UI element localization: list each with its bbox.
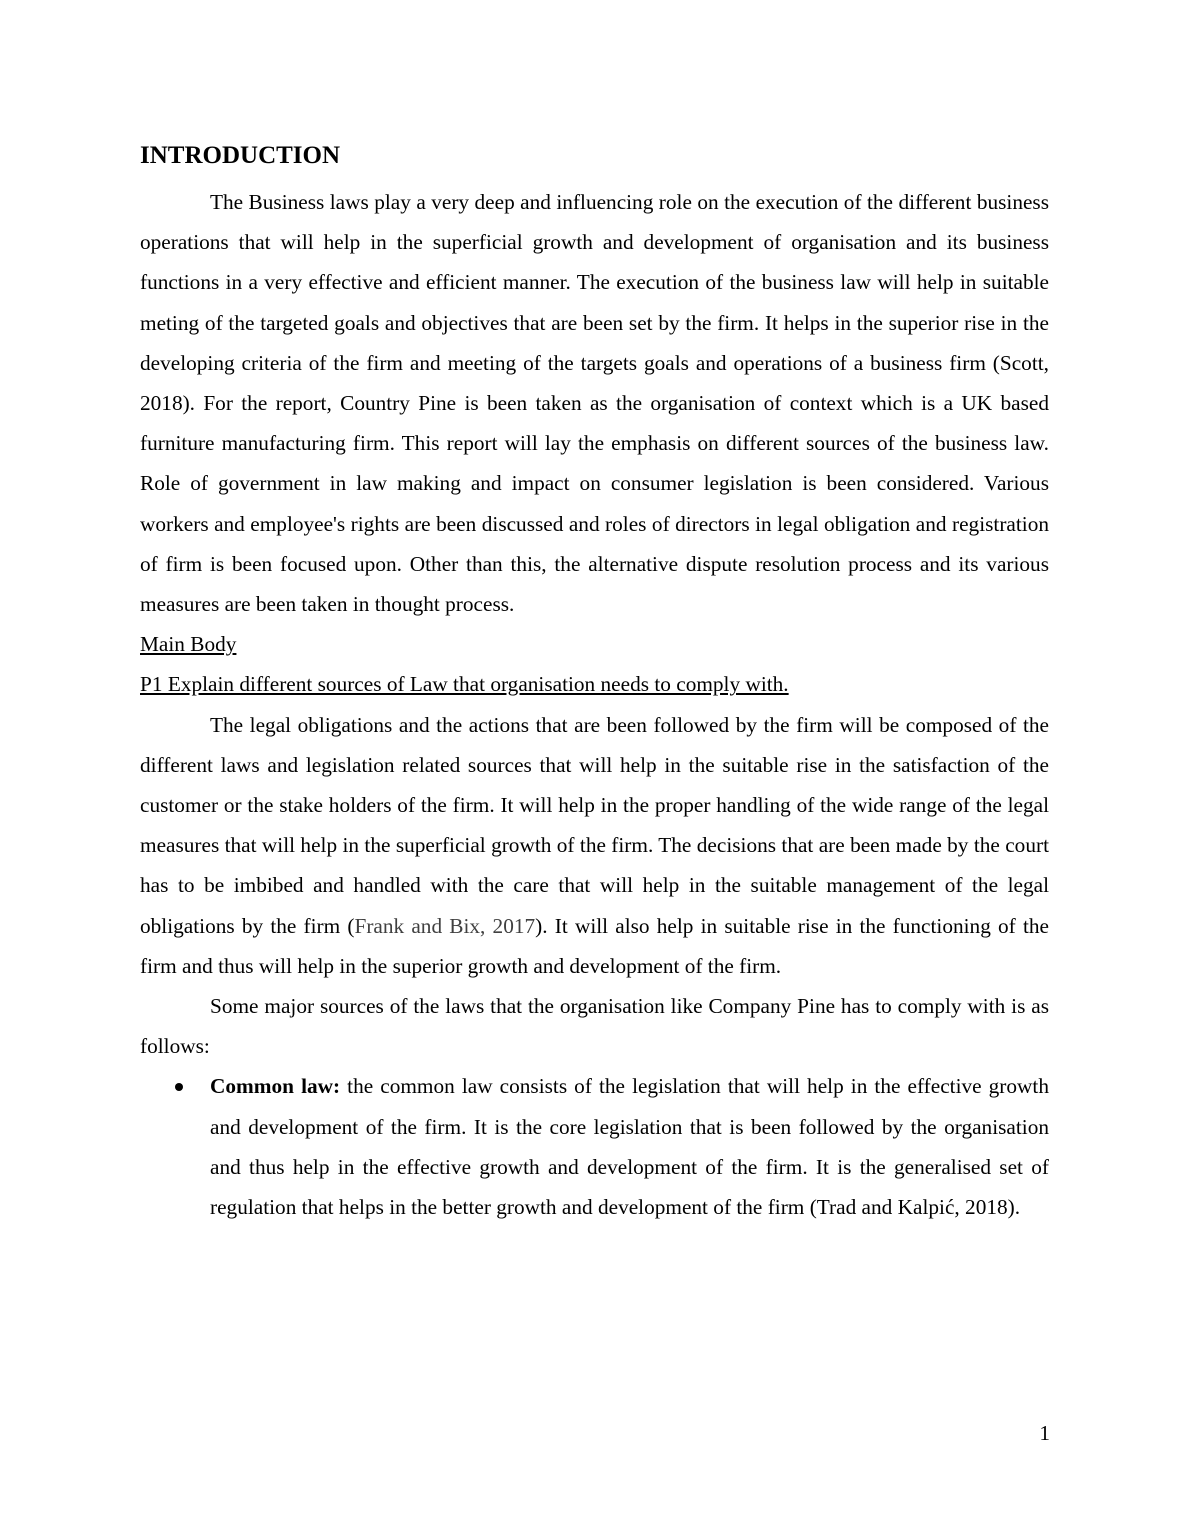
bullet-term: Common law: bbox=[210, 1074, 341, 1099]
bullet-text: the common law consists of the legislation that will help in the effective growth and development of the firm. It is the core legislation that is been followed by the organisation and thus help in the effective growth and development of the firm. It is the generalised set of regulation that helps in the better growth and development of the firm (Trad and Kalpić, 2018). bbox=[210, 1074, 1049, 1220]
page-title: INTRODUCTION bbox=[140, 142, 341, 169]
page-number: 1 bbox=[1039, 1421, 1050, 1445]
intro-paragraph: The Business laws play a very deep and influencing role on the execution of the different business operations that will help in the superficial growth and development of organisation and its business functions in a very effective and efficient manner. The execution of the business law will help in suitable meting of the targeted goals and objectives that are been set by the firm. It helps in the superior rise in the developing criteria of the firm and meeting of the targets goals and operations of a business firm (Scott, 2018). For the report, Country Pine is been taken as the organisation of context which is a UK based furniture manufacturing firm. This report will lay the emphasis on different sources of the business law. Role of government in law making and impact on consumer legislation is been considered. Various workers and employee's rights are been discussed and roles of directors in legal obligation and registration of firm is been focused upon. Other than this, the alternative dispute resolution process and its various measures are been taken in thought process. bbox=[140, 190, 1049, 617]
p1-text-before-citation: The legal obligations and the actions that are been followed by the firm will be composed of the different laws and legislation related sources that will help in the suitable rise in the satisfaction of the customer or the stake holders of the firm. It will help in the proper handling of the wide range of the legal measures that will help in the superficial growth of the firm. The decisions that are been made by the court has to be imbibed and handled with the care that will help in the suitable management of the legal obligations by the firm ( bbox=[140, 712, 1049, 938]
p1-citation: Frank and Bix, 2017 bbox=[354, 913, 536, 938]
list-item bbox=[140, 1066, 1049, 1227]
bullet-icon bbox=[175, 1083, 183, 1091]
p1-text-after-citation: ). It will also help in suitable rise in the functioning of the firm and thus will help in the superior growth and development of the firm. bbox=[140, 913, 1049, 978]
main-body-heading: Main Body bbox=[140, 632, 237, 657]
sources-intro-paragraph: Some major sources of the laws that the organisation like Company Pine has to comply with is as follows: bbox=[140, 994, 1049, 1059]
p1-paragraph bbox=[140, 705, 1049, 986]
document-page bbox=[140, 138, 1049, 1227]
section-heading-p1: P1 Explain different sources of Law that organisation needs to comply with. bbox=[140, 672, 789, 697]
sources-list bbox=[140, 1066, 1049, 1227]
